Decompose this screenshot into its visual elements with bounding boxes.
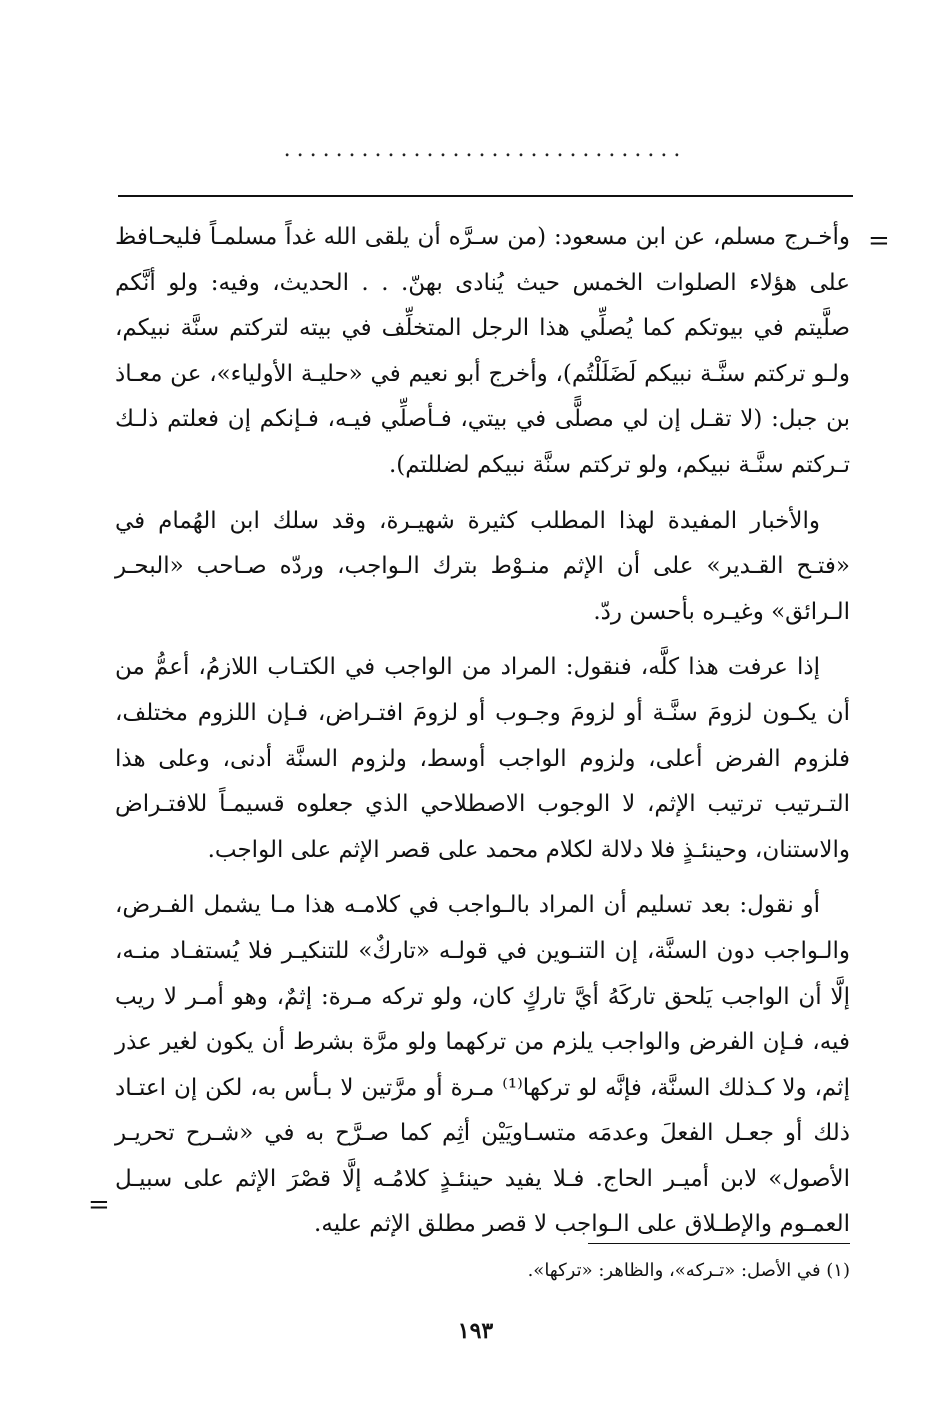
header-rule [118, 195, 853, 197]
continuation-mark-top: = [868, 226, 890, 256]
header-dotted-line: ............................... [283, 140, 687, 160]
paragraph-3: إذا عرفت هذا كلَّه، فنقول: المراد من الواجب في الكتـاب اللازمُ، أعمُّ من أن يكـون لزومَ سنَّـة أو لزومَ وجـوب أو لزومَ افتـراض، فـإن اللزوم مختلف، فلزوم الفرض أعلى، ولزوم الواجب أوسط، ولزوم السنَّة أدنى، وعلى هذا التـرتيب ترتيب الإثم، لا الوجوب الاصطلاحي الذي جعلوه قسيمـاً للافتـراض والاستنان، وحينئـذٍ فلا دلالة لكلام محمد على قصر الإثم على الواجب. [115, 654, 850, 863]
footnote: (١) في الأصل: «تـركه»، والظاهر: «تركها». [527, 1260, 850, 1281]
footnote-rule [588, 1243, 850, 1244]
page-number: ١٩٣ [457, 1318, 494, 1344]
paragraph-4: أو نقول: بعد تسليم أن المراد بالـواجب في كلامـه هذا مـا يشمل الفـرض، والـواجب دون السنَّة، إن التنـوين في قولـه «تاركٌ» للتنكيـر فلا يُستفـاد منـه، إلَّا أن الواجب يَلحق تاركَهُ أيَّ تاركٍ كان، ولو تركه مـرة: إثمٌ، وهو أمـر لا ريب فيه، فـإن الفرض والواجب يلزم من تركهما ولو مرَّة بشرط أن يكون لغير عذر إثم، ولا كـذلك السنَّة، فإنَّه لو تركها⁽¹⁾ مـرة أو مرَّتين لا بـأس به، لكن إن اعتـاد ذلك أو جعـل الفعلَ وعدمَه متسـاويَيْن أثِم كما صـرَّح به في «شـرح تحريـر الأصول» لابن أميـر الحاج. فـلا يفيد حينئـذٍ كلامُـه إلَّا قصْرَ الإثم على سبيـل العمـوم والإطـلاق على الـواجب لا قصر مطلق الإثم عليه. [115, 892, 850, 1238]
paragraph-2: والأخبار المفيدة لهذا المطلب كثيرة شهيـرة، وقد سلك ابن الهُمام في «فتـح القـدير» على أن الإثم منـوْط بترك الـواجب، وردّه صـاحب «البحـر الـرائق» وغيـره بأحسن ردّ. [115, 507, 850, 625]
main-text [115, 215, 850, 1258]
paragraph-1: وأخـرج مسلم، عن ابن مسعود: (من سـرَّه أن يلقى الله غداً مسلمـاً فليحـافظ على هؤلاء الصلوات الخمس حيث يُنادى بهنّ. . . الحديث، وفيه: ولو أنَّكم صلَّيتم في بيوتكم كما يُصلِّي هذا الرجل المتخلِّف في بيته لتركتم سنَّة نبيكم، ولـو تركتم سنَّـة نبيكم لَضَلَلْتُم)، وأخرج أبو نعيم في «حليـة الأولياء»، عن معـاذ بن جبل: (لا تقـل إن لي مصلًّى في بيتي، فـأصلِّي فيـه، فـإنكم إن فعلتم ذلـك تـركتم سنَّـة نبيكم، ولو تركتم سنَّة نبيكم لضللتم). [115, 224, 850, 478]
continuation-mark-bottom: = [88, 1190, 110, 1220]
